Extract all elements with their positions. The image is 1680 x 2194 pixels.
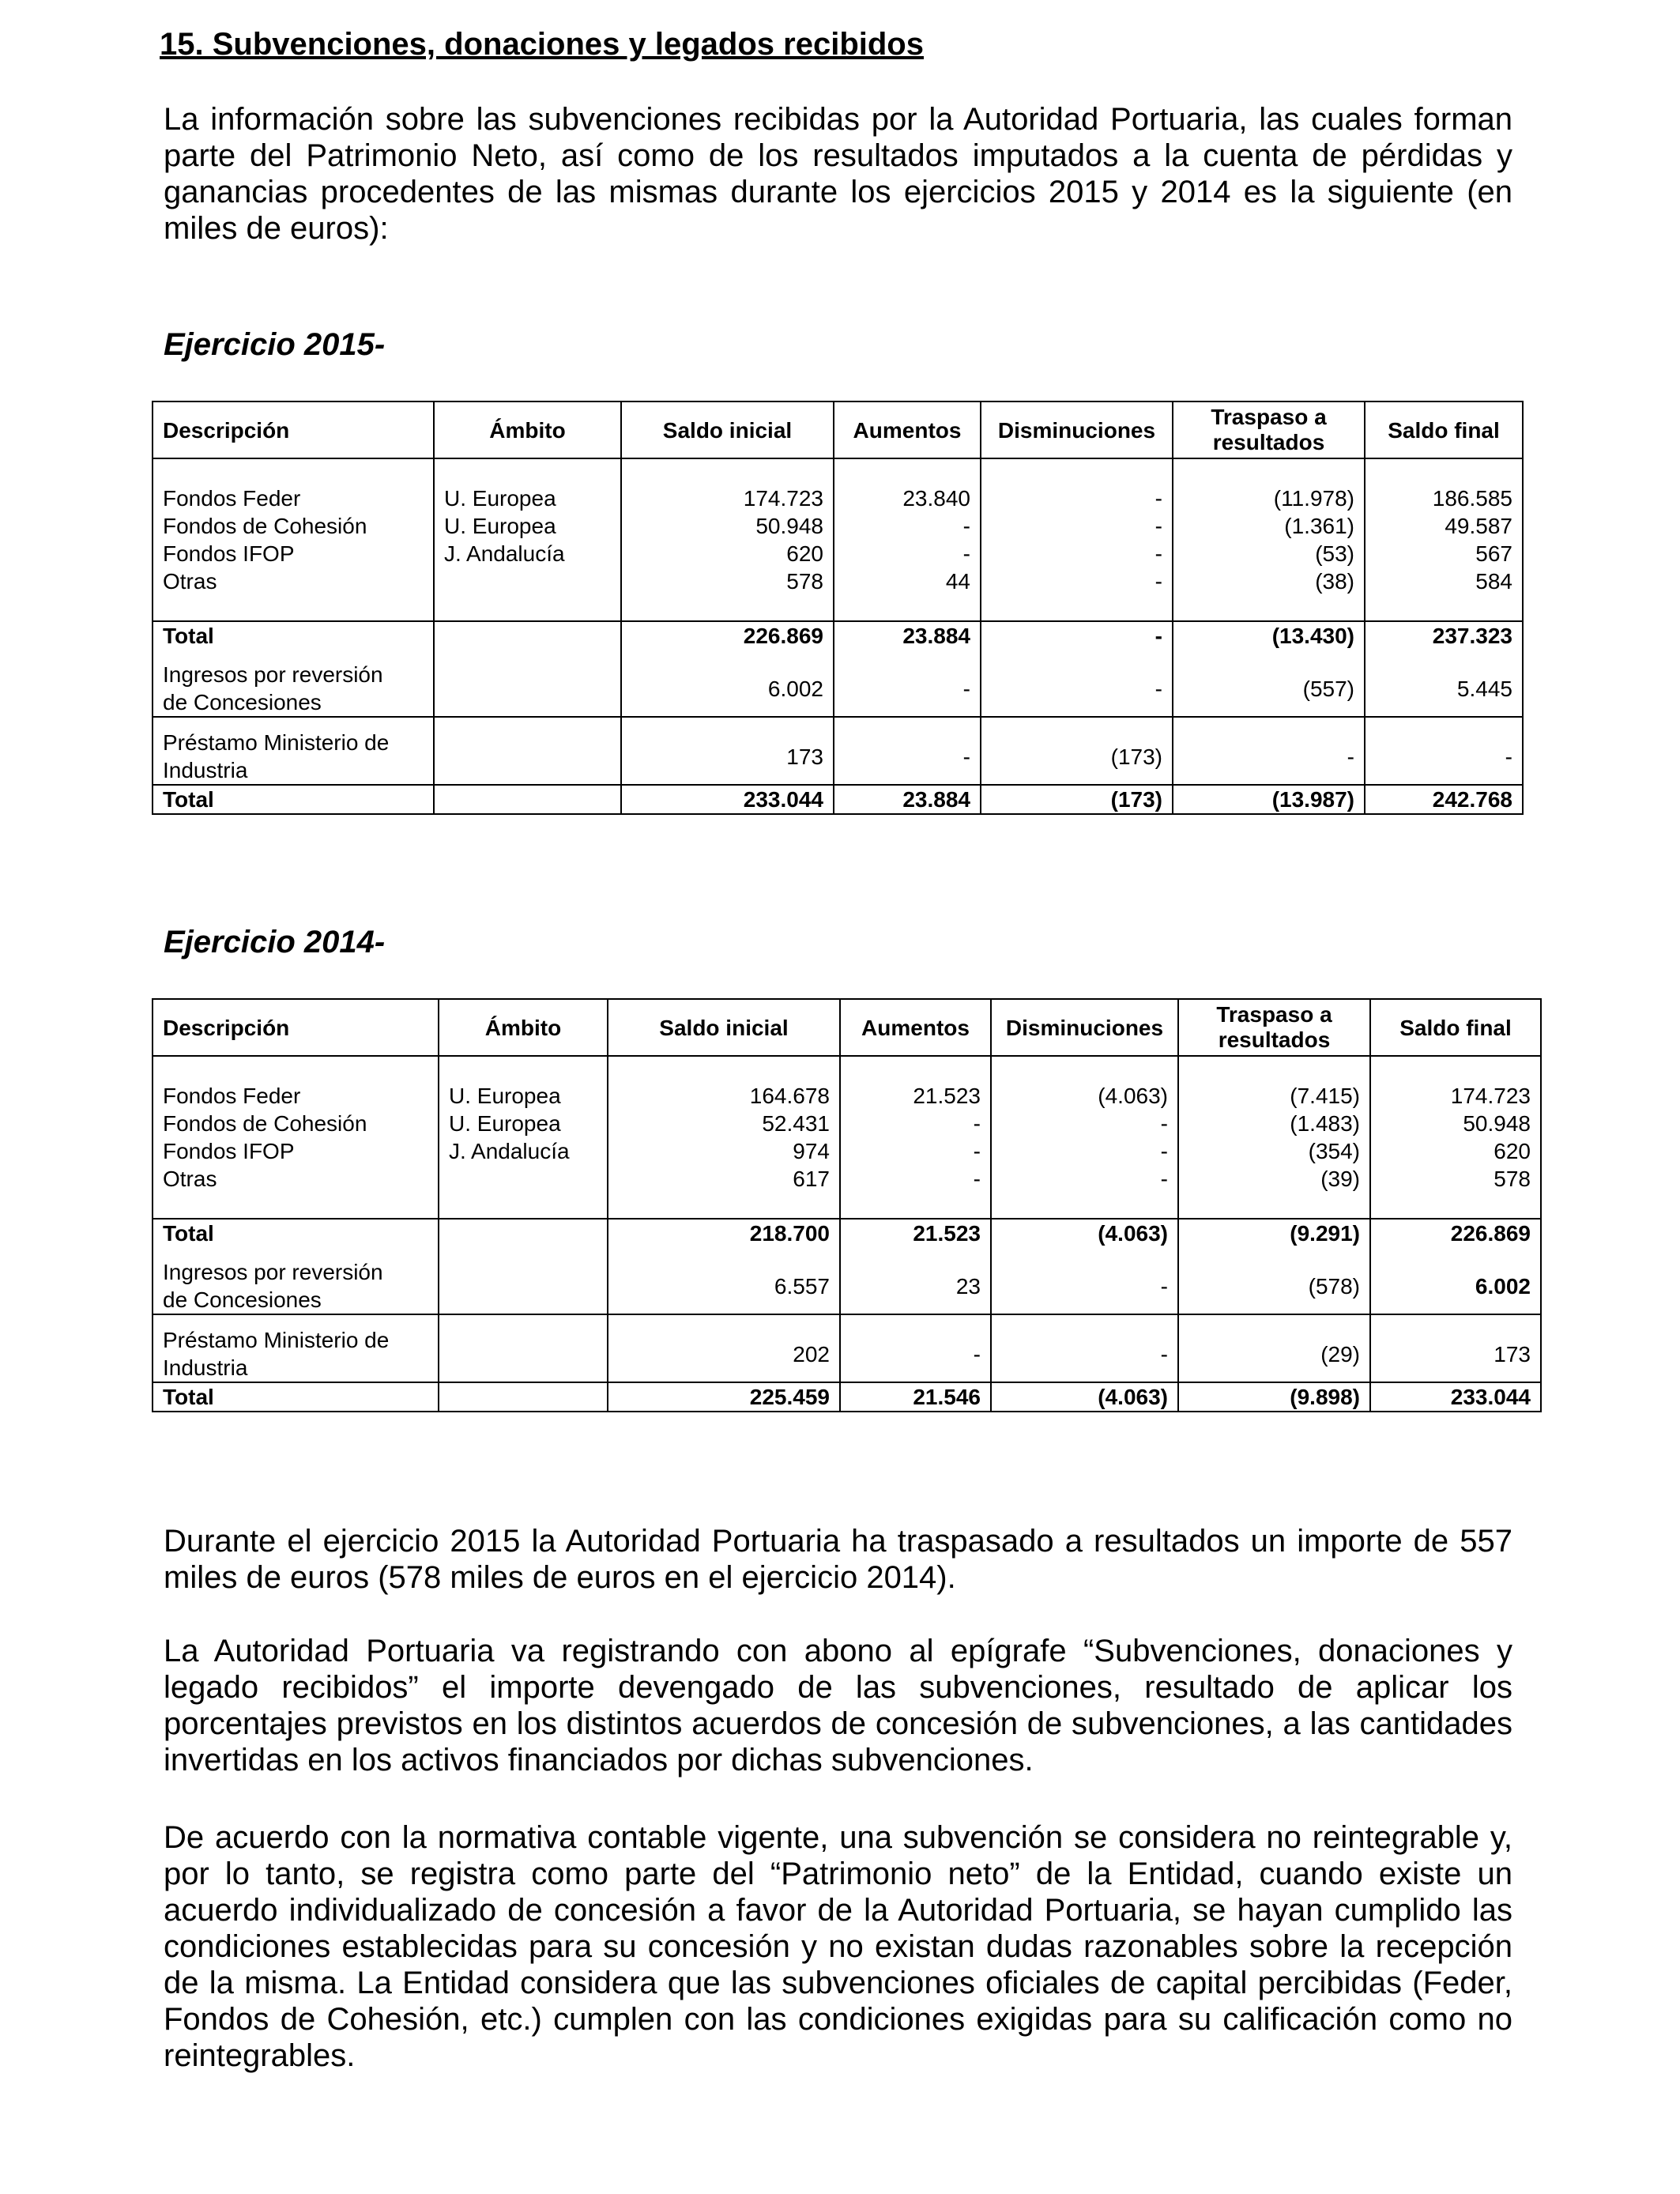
- cell-saldo-inicial: 226.869: [621, 621, 834, 650]
- cell-aumentos: 44: [834, 567, 981, 595]
- cell-traspaso: (9.291): [1178, 1219, 1370, 1247]
- subtotal-row: [153, 621, 1523, 650]
- cell-aumentos: 23.840: [834, 484, 981, 512]
- cell-disminuciones: -: [981, 567, 1173, 595]
- ingresos-label-line1: Ingresos por reversión: [163, 662, 383, 687]
- cell-descripcion: Fondos Feder: [153, 484, 434, 512]
- cell-disminuciones: -: [981, 621, 1173, 650]
- col-traspaso-line2: resultados: [1212, 430, 1325, 454]
- cell-saldo-final: 620: [1370, 1137, 1541, 1165]
- cell-traspaso: (9.898): [1178, 1382, 1370, 1412]
- cell-saldo-final: 173: [1370, 1314, 1541, 1382]
- cell-saldo-final: 233.044: [1370, 1382, 1541, 1412]
- cell-ambito: J. Andalucía: [439, 1137, 608, 1165]
- table-row: [153, 567, 1523, 595]
- cell-descripcion: Otras: [153, 1165, 439, 1193]
- cell-traspaso: (29): [1178, 1314, 1370, 1382]
- subtotal-row: [153, 1219, 1541, 1247]
- col-ambito: Ámbito: [439, 999, 608, 1056]
- table-row: [153, 484, 1523, 512]
- ingresos-label-line2: de Concesiones: [163, 690, 322, 714]
- col-aumentos: Aumentos: [834, 401, 981, 458]
- cell-ambito: U. Europea: [439, 1082, 608, 1110]
- cell-aumentos: 21.523: [840, 1219, 991, 1247]
- cell-traspaso: (38): [1173, 567, 1365, 595]
- cell-disminuciones: -: [981, 540, 1173, 567]
- cell-saldo-inicial: 164.678: [608, 1082, 840, 1110]
- col-aumentos: Aumentos: [840, 999, 991, 1056]
- cell-traspaso: (7.415): [1178, 1082, 1370, 1110]
- cell-saldo-inicial: 578: [621, 567, 834, 595]
- cell-saldo-inicial: 202: [608, 1314, 840, 1382]
- cell-descripcion: [153, 1247, 439, 1314]
- cell-descripcion: Fondos IFOP: [153, 1137, 439, 1165]
- cell-descripcion: Fondos IFOP: [153, 540, 434, 567]
- table-2014: [152, 998, 1542, 1412]
- col-ambito: Ámbito: [434, 401, 621, 458]
- cell-disminuciones: (4.063): [991, 1219, 1178, 1247]
- prestamo-row: [153, 1314, 1541, 1382]
- ingresos-row: [153, 650, 1523, 717]
- table-row: [153, 1082, 1541, 1110]
- cell-traspaso: (557): [1173, 650, 1365, 717]
- ingresos-label-line1: Ingresos por reversión: [163, 1260, 383, 1284]
- ingresos-row: [153, 1247, 1541, 1314]
- table-title-2015: Ejercicio 2015-: [164, 327, 386, 362]
- cell-traspaso: (13.987): [1173, 785, 1365, 814]
- cell-ambito: U. Europea: [434, 512, 621, 540]
- col-traspaso: [1178, 999, 1370, 1056]
- table-header-row: [153, 401, 1523, 458]
- cell-saldo-final: -: [1365, 717, 1523, 785]
- cell-descripcion: Total: [153, 621, 434, 650]
- table-title-2014: Ejercicio 2014-: [164, 925, 386, 959]
- col-disminuciones: Disminuciones: [981, 401, 1173, 458]
- spacer-row: [153, 1193, 1541, 1219]
- table-2015: [152, 401, 1524, 815]
- cell-traspaso: (578): [1178, 1247, 1370, 1314]
- ingresos-label-line2: de Concesiones: [163, 1287, 322, 1312]
- cell-traspaso: (53): [1173, 540, 1365, 567]
- col-traspaso-line1: Traspaso a: [1216, 1002, 1332, 1027]
- cell-saldo-final: 242.768: [1365, 785, 1523, 814]
- intro-paragraph: La información sobre las subvenciones recibidas por la Autoridad Portuaria, las cuales forman parte del Patrimonio Neto, así como de los resultados imputados a la cuenta de pérdidas y ganancias procedentes de las mismas durante los ejercicios 2015 y 2014 es la siguiente (en miles de euros):: [164, 102, 1512, 246]
- cell-traspaso: (1.361): [1173, 512, 1365, 540]
- cell-ambito: U. Europea: [439, 1110, 608, 1137]
- cell-descripcion: [153, 650, 434, 717]
- col-disminuciones: Disminuciones: [991, 999, 1178, 1056]
- col-traspaso-line2: resultados: [1218, 1027, 1331, 1052]
- cell-saldo-final: 237.323: [1365, 621, 1523, 650]
- cell-disminuciones: (173): [981, 785, 1173, 814]
- cell-saldo-final: 226.869: [1370, 1219, 1541, 1247]
- cell-descripcion: Total: [153, 1219, 439, 1247]
- prestamo-label-line1: Préstamo Ministerio de: [163, 1328, 390, 1352]
- cell-saldo-final: 584: [1365, 567, 1523, 595]
- cell-saldo-inicial: 225.459: [608, 1382, 840, 1412]
- col-descripcion: Descripción: [153, 999, 439, 1056]
- cell-saldo-final: 50.948: [1370, 1110, 1541, 1137]
- cell-traspaso: (1.483): [1178, 1110, 1370, 1137]
- cell-aumentos: -: [834, 512, 981, 540]
- prestamo-label-line1: Préstamo Ministerio de: [163, 730, 390, 755]
- cell-saldo-inicial: 617: [608, 1165, 840, 1193]
- paragraph-registro: La Autoridad Portuaria va registrando con abono al epígrafe “Subvenciones, donaciones y legado recibidos” el importe devengado de las subvenciones, resultado de aplicar los porcentajes previstos en los distintos acuerdos de concesión de subvenciones, a las cantidades invertidas en los activos financiados por dichas subvenciones.: [164, 1634, 1512, 1777]
- cell-descripcion: Fondos de Cohesión: [153, 512, 434, 540]
- cell-disminuciones: -: [981, 484, 1173, 512]
- cell-saldo-final: 578: [1370, 1165, 1541, 1193]
- cell-saldo-inicial: 50.948: [621, 512, 834, 540]
- cell-aumentos: 21.546: [840, 1382, 991, 1412]
- cell-saldo-inicial: 52.431: [608, 1110, 840, 1137]
- cell-disminuciones: -: [981, 512, 1173, 540]
- table-row: [153, 512, 1523, 540]
- cell-disminuciones: (4.063): [991, 1382, 1178, 1412]
- prestamo-label-line2: Industria: [163, 1355, 248, 1380]
- prestamo-label-line2: Industria: [163, 758, 248, 782]
- cell-saldo-inicial: 173: [621, 717, 834, 785]
- paragraph-normativa: De acuerdo con la normativa contable vigente, una subvención se considera no reintegrable y, por lo tanto, se registra como parte del “Patrimonio neto” de la Entidad, cuando existe un acuerdo individualizado de concesión a favor de la Autoridad Portuaria, se hayan cumplido las condiciones establecidas para su concesión y no existan dudas razonables sobre la recepción de la misma. La Entidad considera que las subvenciones oficiales de capital percibidas (Feder, Fondos de Cohesión, etc.) cumplen con las condiciones exigidas para su calificación como no reintegrables.: [164, 1820, 1512, 2073]
- cell-descripcion: Total: [153, 785, 434, 814]
- col-descripcion: Descripción: [153, 401, 434, 458]
- cell-disminuciones: -: [991, 1110, 1178, 1137]
- cell-disminuciones: -: [991, 1314, 1178, 1382]
- cell-saldo-inicial: 620: [621, 540, 834, 567]
- cell-saldo-inicial: 218.700: [608, 1219, 840, 1247]
- col-saldo-final: Saldo final: [1365, 401, 1523, 458]
- cell-aumentos: -: [840, 1314, 991, 1382]
- cell-aumentos: 21.523: [840, 1082, 991, 1110]
- cell-aumentos: -: [840, 1137, 991, 1165]
- cell-saldo-final: 6.002: [1370, 1247, 1541, 1314]
- cell-disminuciones: -: [981, 650, 1173, 717]
- col-saldo-inicial: Saldo inicial: [621, 401, 834, 458]
- cell-descripcion: Otras: [153, 567, 434, 595]
- cell-disminuciones: -: [991, 1247, 1178, 1314]
- cell-disminuciones: (173): [981, 717, 1173, 785]
- total-row: [153, 1382, 1541, 1412]
- cell-saldo-final: 49.587: [1365, 512, 1523, 540]
- cell-saldo-final: 174.723: [1370, 1082, 1541, 1110]
- cell-saldo-final: 5.445: [1365, 650, 1523, 717]
- cell-disminuciones: -: [991, 1165, 1178, 1193]
- table-row: [153, 1165, 1541, 1193]
- spacer-row: [153, 595, 1523, 621]
- cell-traspaso: (13.430): [1173, 621, 1365, 650]
- col-saldo-final: Saldo final: [1370, 999, 1541, 1056]
- table-header-row: [153, 999, 1541, 1056]
- cell-ambito: [439, 1165, 608, 1193]
- cell-ambito: U. Europea: [434, 484, 621, 512]
- paragraph-traspaso: Durante el ejercicio 2015 la Autoridad Portuaria ha traspasado a resultados un importe de 557 miles de euros (578 miles de euros en el ejercicio 2014).: [164, 1524, 1512, 1595]
- cell-saldo-final: 567: [1365, 540, 1523, 567]
- table-row: [153, 1137, 1541, 1165]
- cell-ambito: [434, 567, 621, 595]
- table-row: [153, 1110, 1541, 1137]
- prestamo-row: [153, 717, 1523, 785]
- cell-aumentos: -: [840, 1165, 991, 1193]
- col-traspaso-line1: Traspaso a: [1211, 405, 1327, 429]
- cell-disminuciones: (4.063): [991, 1082, 1178, 1110]
- cell-aumentos: 23.884: [834, 621, 981, 650]
- cell-saldo-final: 186.585: [1365, 484, 1523, 512]
- cell-aumentos: -: [834, 540, 981, 567]
- cell-traspaso: (39): [1178, 1165, 1370, 1193]
- cell-disminuciones: -: [991, 1137, 1178, 1165]
- cell-aumentos: -: [834, 650, 981, 717]
- cell-traspaso: -: [1173, 717, 1365, 785]
- cell-traspaso: (354): [1178, 1137, 1370, 1165]
- col-traspaso: [1173, 401, 1365, 458]
- cell-descripcion: Total: [153, 1382, 439, 1412]
- cell-descripcion: [153, 1314, 439, 1382]
- cell-saldo-inicial: 974: [608, 1137, 840, 1165]
- cell-descripcion: Fondos Feder: [153, 1082, 439, 1110]
- cell-saldo-inicial: 233.044: [621, 785, 834, 814]
- spacer-row: [153, 1056, 1541, 1082]
- cell-traspaso: (11.978): [1173, 484, 1365, 512]
- table-row: [153, 540, 1523, 567]
- cell-aumentos: 23.884: [834, 785, 981, 814]
- section-heading: 15. Subvenciones, donaciones y legados recibidos: [160, 27, 924, 62]
- cell-saldo-inicial: 6.557: [608, 1247, 840, 1314]
- cell-aumentos: 23: [840, 1247, 991, 1314]
- cell-aumentos: -: [834, 717, 981, 785]
- total-row: [153, 785, 1523, 814]
- cell-aumentos: -: [840, 1110, 991, 1137]
- spacer-row: [153, 458, 1523, 484]
- cell-saldo-inicial: 174.723: [621, 484, 834, 512]
- cell-descripcion: [153, 717, 434, 785]
- cell-descripcion: Fondos de Cohesión: [153, 1110, 439, 1137]
- cell-saldo-inicial: 6.002: [621, 650, 834, 717]
- col-saldo-inicial: Saldo inicial: [608, 999, 840, 1056]
- cell-ambito: J. Andalucía: [434, 540, 621, 567]
